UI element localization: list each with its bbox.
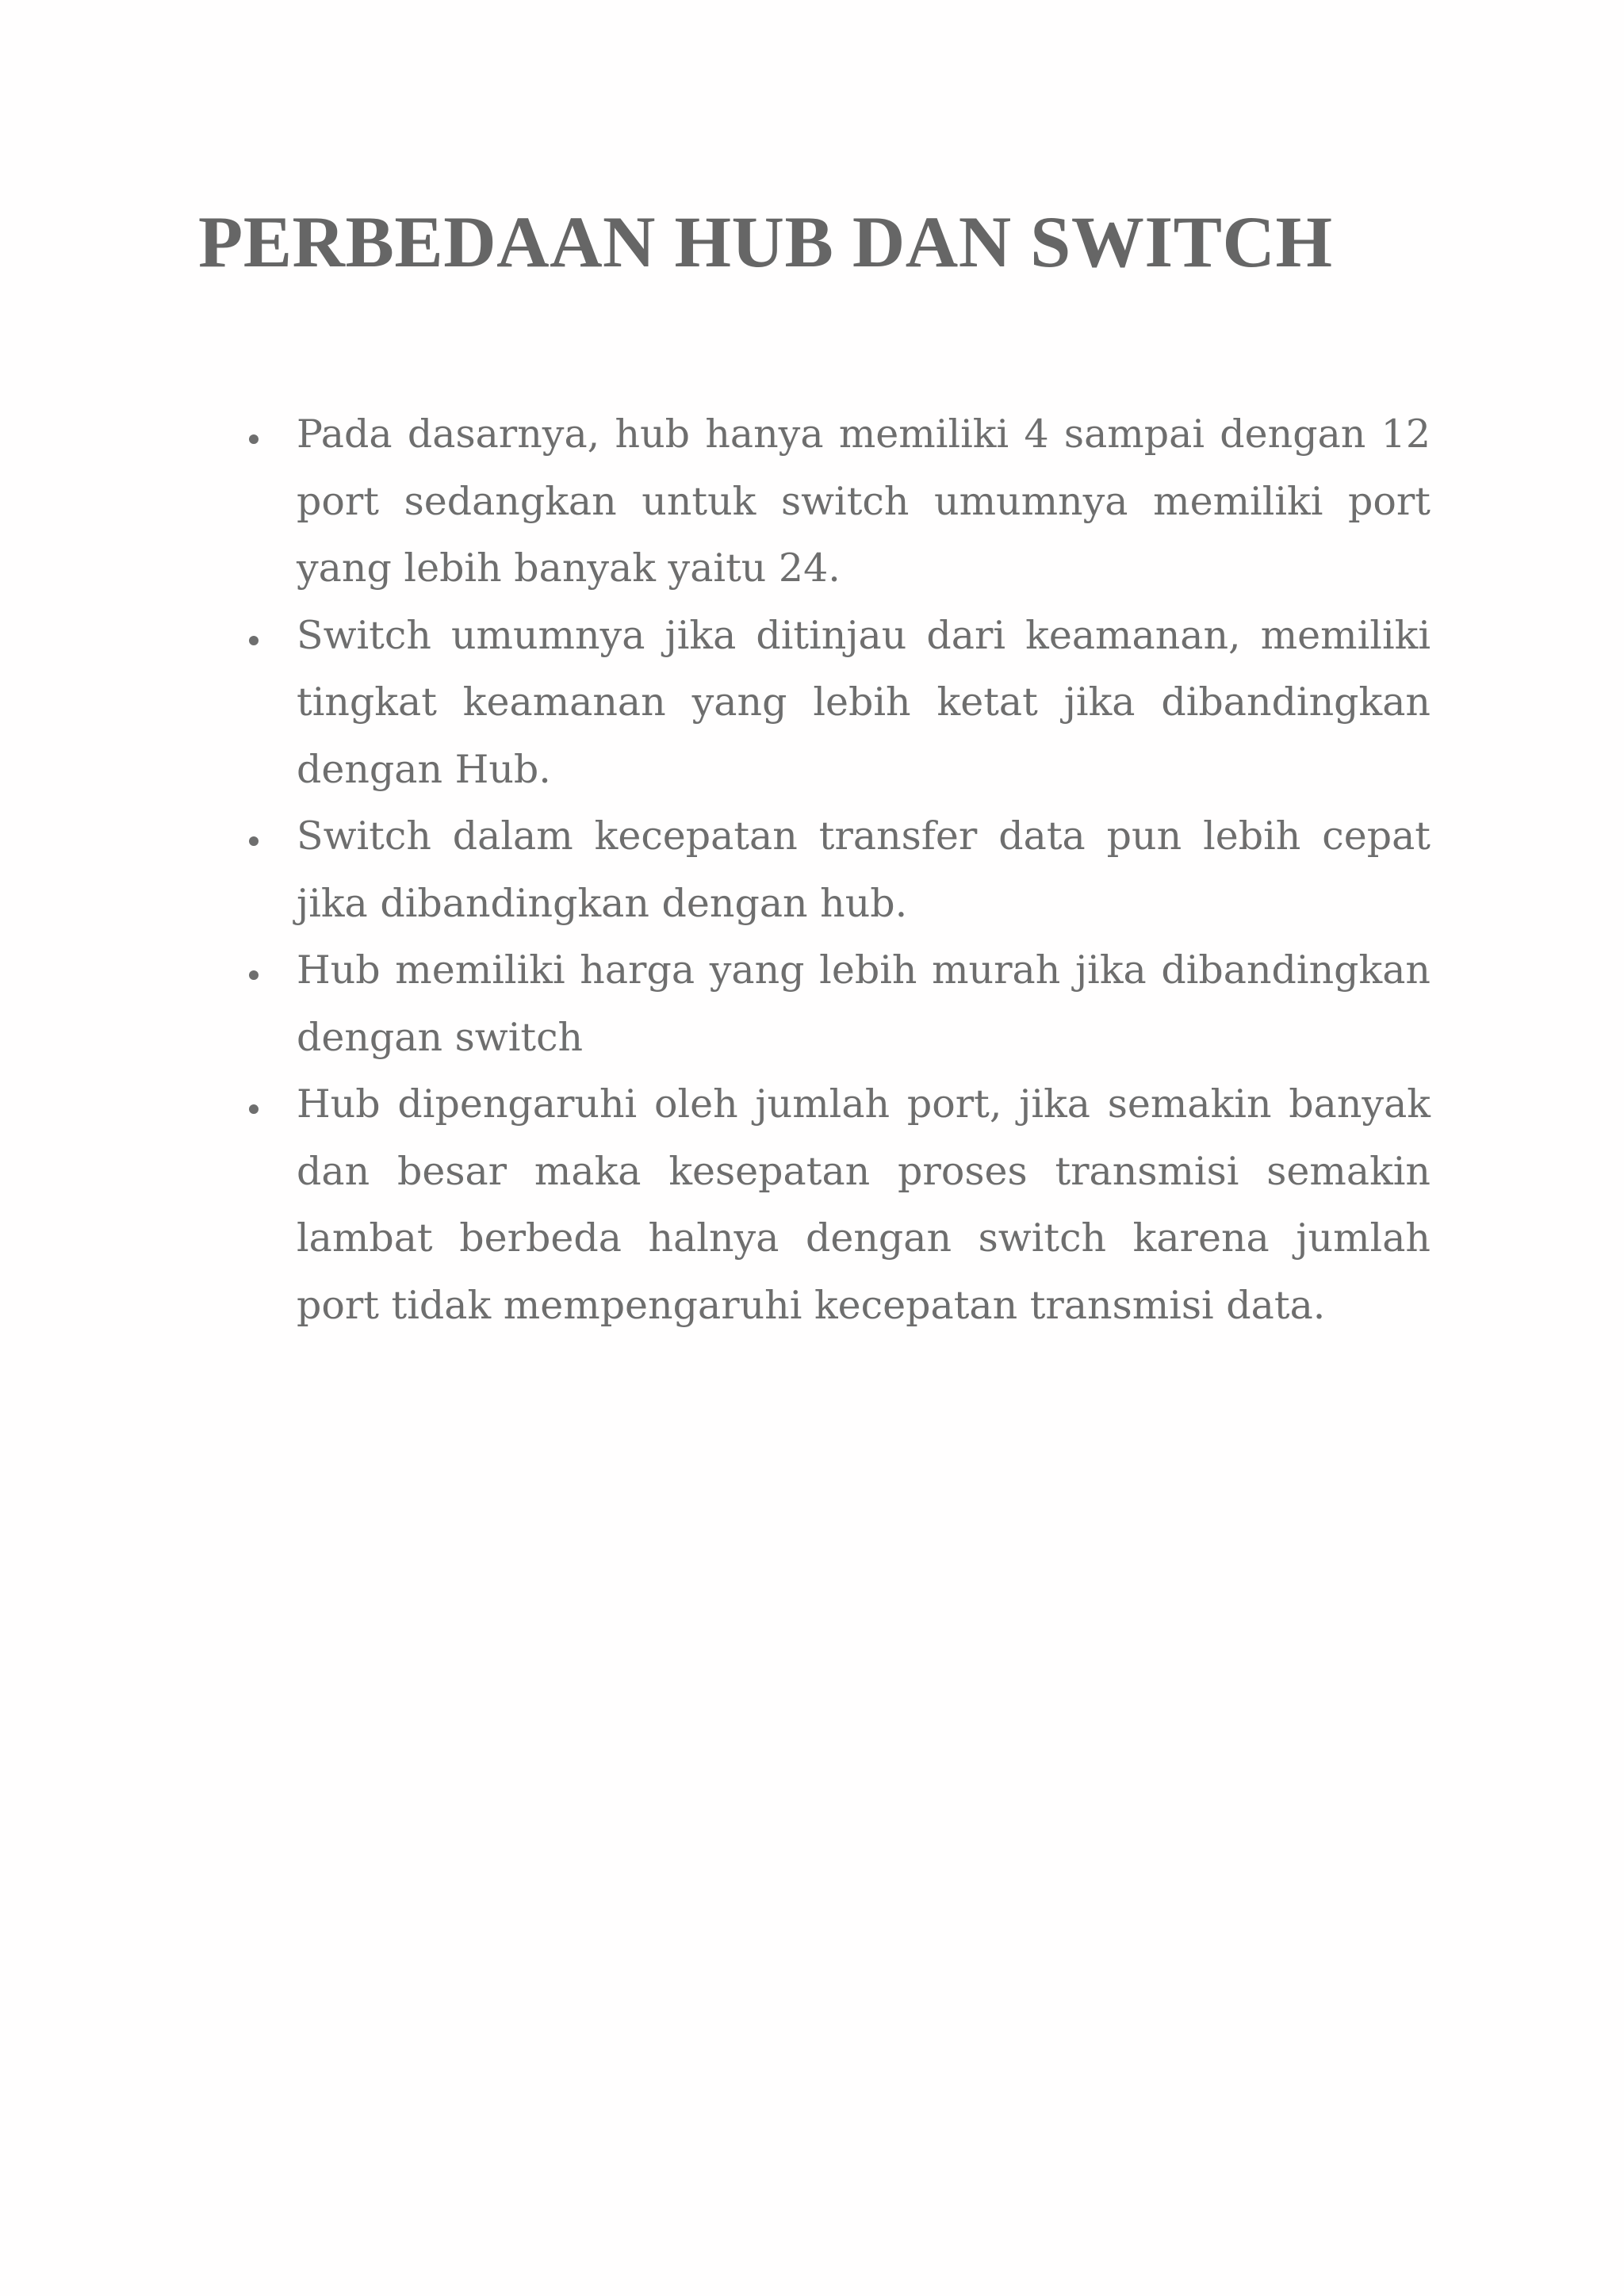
list-item-text: Hub memiliki harga yang lebih murah jika dibandingkan dengan switch bbox=[297, 947, 1431, 1060]
list-item bbox=[297, 1071, 1431, 1339]
bullet-icon bbox=[249, 970, 259, 980]
bullet-icon bbox=[249, 636, 259, 645]
list-item-text: Switch dalam kecepatan transfer data pun lebih cepat jika dibandingkan dengan hub. bbox=[297, 813, 1431, 926]
list-item-text: Pada dasarnya, hub hanya memiliki 4 sampai dengan 12 port sedangkan untuk switch umumnya memiliki port yang lebih banyak yaitu 24. bbox=[297, 411, 1431, 591]
list-item-text: Switch umumnya jika ditinjau dari keamanan, memiliki tingkat keamanan yang lebih ketat jika dibandingkan dengan Hub. bbox=[297, 612, 1431, 792]
list-item bbox=[297, 937, 1431, 1071]
list-item-text: Hub dipengaruhi oleh jumlah port, jika semakin banyak dan besar maka kesepatan proses transmisi semakin lambat berbeda halnya dengan switch karena jumlah port tidak mempengaruhi kecepatan transmisi data. bbox=[297, 1081, 1431, 1328]
page-title: PERBEDAAN HUB DAN SWITCH bbox=[198, 201, 1333, 282]
list-item bbox=[297, 803, 1431, 937]
list-item bbox=[297, 603, 1431, 804]
bullet-list bbox=[297, 401, 1431, 1339]
list-item bbox=[297, 401, 1431, 603]
bullet-icon bbox=[249, 1104, 259, 1114]
bullet-icon bbox=[249, 836, 259, 846]
bullet-icon bbox=[249, 434, 259, 444]
